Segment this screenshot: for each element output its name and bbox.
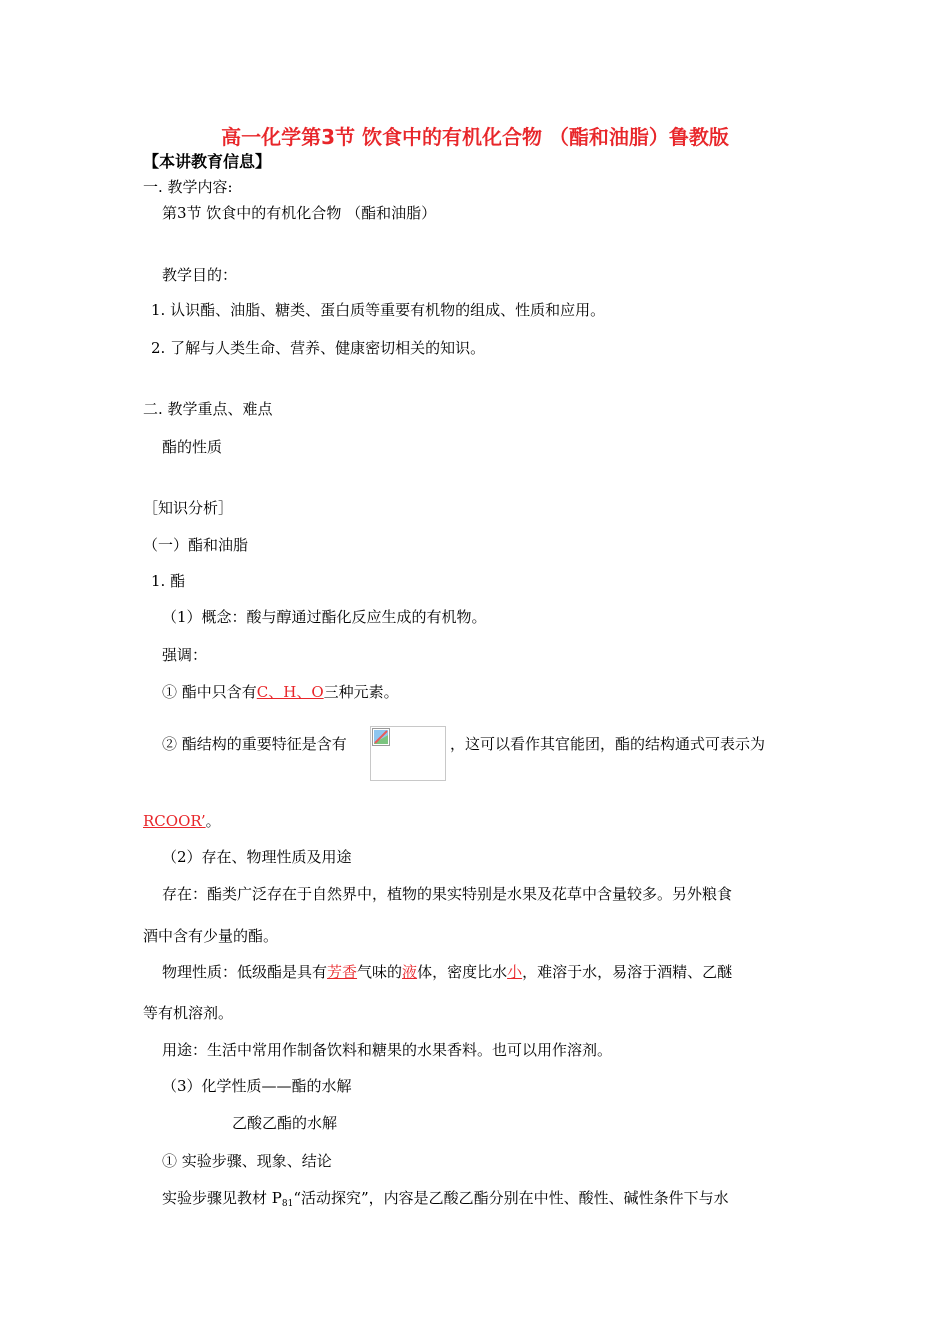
part1-heading: （一）酯和油脂 — [143, 536, 249, 554]
point1-prefix: ① 酯中只含有 — [162, 683, 257, 701]
item1-heading: 1. 酯 — [151, 572, 186, 590]
objective-1: 1. 认识酯、油脂、糖类、蛋白质等重要有机物的组成、性质和应用。 — [151, 301, 606, 319]
analysis-heading: ［知识分析］ — [143, 499, 234, 517]
section1-heading: 一. 教学内容: — [143, 178, 233, 196]
physical-text-3: 体，密度比水 — [417, 963, 508, 981]
objective-2: 2. 了解与人类生命、营养、健康密切相关的知识。 — [151, 339, 486, 357]
experiment-heading: ① 实验步骤、现象、结论 — [162, 1152, 332, 1170]
steps-text-1: 实验步骤见教材 P — [162, 1189, 282, 1207]
section1-content: 第3节 饮食中的有机化合物 （酯和油脂） — [162, 204, 437, 222]
point1-line — [162, 682, 399, 702]
subsection2-heading: （2）存在、物理性质及用途 — [162, 848, 352, 866]
general-formula: RCOOR’ — [143, 812, 206, 830]
general-formula-end: 。 — [205, 812, 221, 830]
physical-text-4: ，难溶于水，易溶于酒精、乙醚 — [522, 963, 733, 981]
steps-page-subscript: 81 — [281, 1199, 294, 1209]
objectives-label: 教学目的： — [162, 266, 238, 284]
emphasis-label: 强调： — [162, 646, 208, 664]
physical-properties-line-2: 等有机溶剂。 — [143, 1004, 234, 1022]
physical-red-3: 小 — [507, 963, 523, 981]
point1-suffix: 三种元素。 — [323, 683, 399, 701]
section2-content: 酯的性质 — [162, 438, 223, 456]
document-title: 高一化学第3节 饮食中的有机化合物 （酯和油脂）鲁教版 — [221, 125, 729, 149]
physical-properties-line-1 — [162, 962, 732, 982]
general-formula-line — [143, 811, 221, 831]
ester-group-image — [370, 726, 446, 781]
steps-text-2: “活动探究”，内容是乙酸乙酯分别在中性、酸性、碱性条件下与水 — [293, 1189, 729, 1207]
broken-image-icon — [372, 728, 390, 746]
subsection3-heading: （3）化学性质——酯的水解 — [162, 1077, 352, 1095]
point2-suffix: ，这可以看作其官能团，酯的结构通式可表示为 — [450, 735, 766, 753]
experiment-steps-line — [162, 1188, 729, 1211]
physical-red-2: 液 — [402, 963, 418, 981]
point1-elements: C、H、O — [256, 683, 324, 701]
info-heading: 【本讲教育信息】 — [143, 152, 272, 171]
uses-line: 用途：生活中常用作制备饮料和糖果的水果香料。也可以用作溶剂。 — [162, 1041, 613, 1059]
point2-prefix: ② 酯结构的重要特征是含有 — [162, 735, 347, 753]
hydrolysis-title: 乙酸乙酯的水解 — [232, 1114, 338, 1132]
existence-line-2: 酒中含有少量的酯。 — [143, 927, 279, 945]
section2-heading: 二. 教学重点、难点 — [143, 400, 273, 418]
physical-text-1: 物理性质：低级酯是具有 — [162, 963, 328, 981]
existence-line-1: 存在：酯类广泛存在于自然界中，植物的果实特别是水果及花草中含量较多。另外粮食 — [162, 885, 733, 903]
concept-line: （1）概念：酸与醇通过酯化反应生成的有机物。 — [162, 608, 487, 626]
physical-text-2: 气味的 — [357, 963, 403, 981]
physical-red-1: 芳香 — [327, 963, 358, 981]
